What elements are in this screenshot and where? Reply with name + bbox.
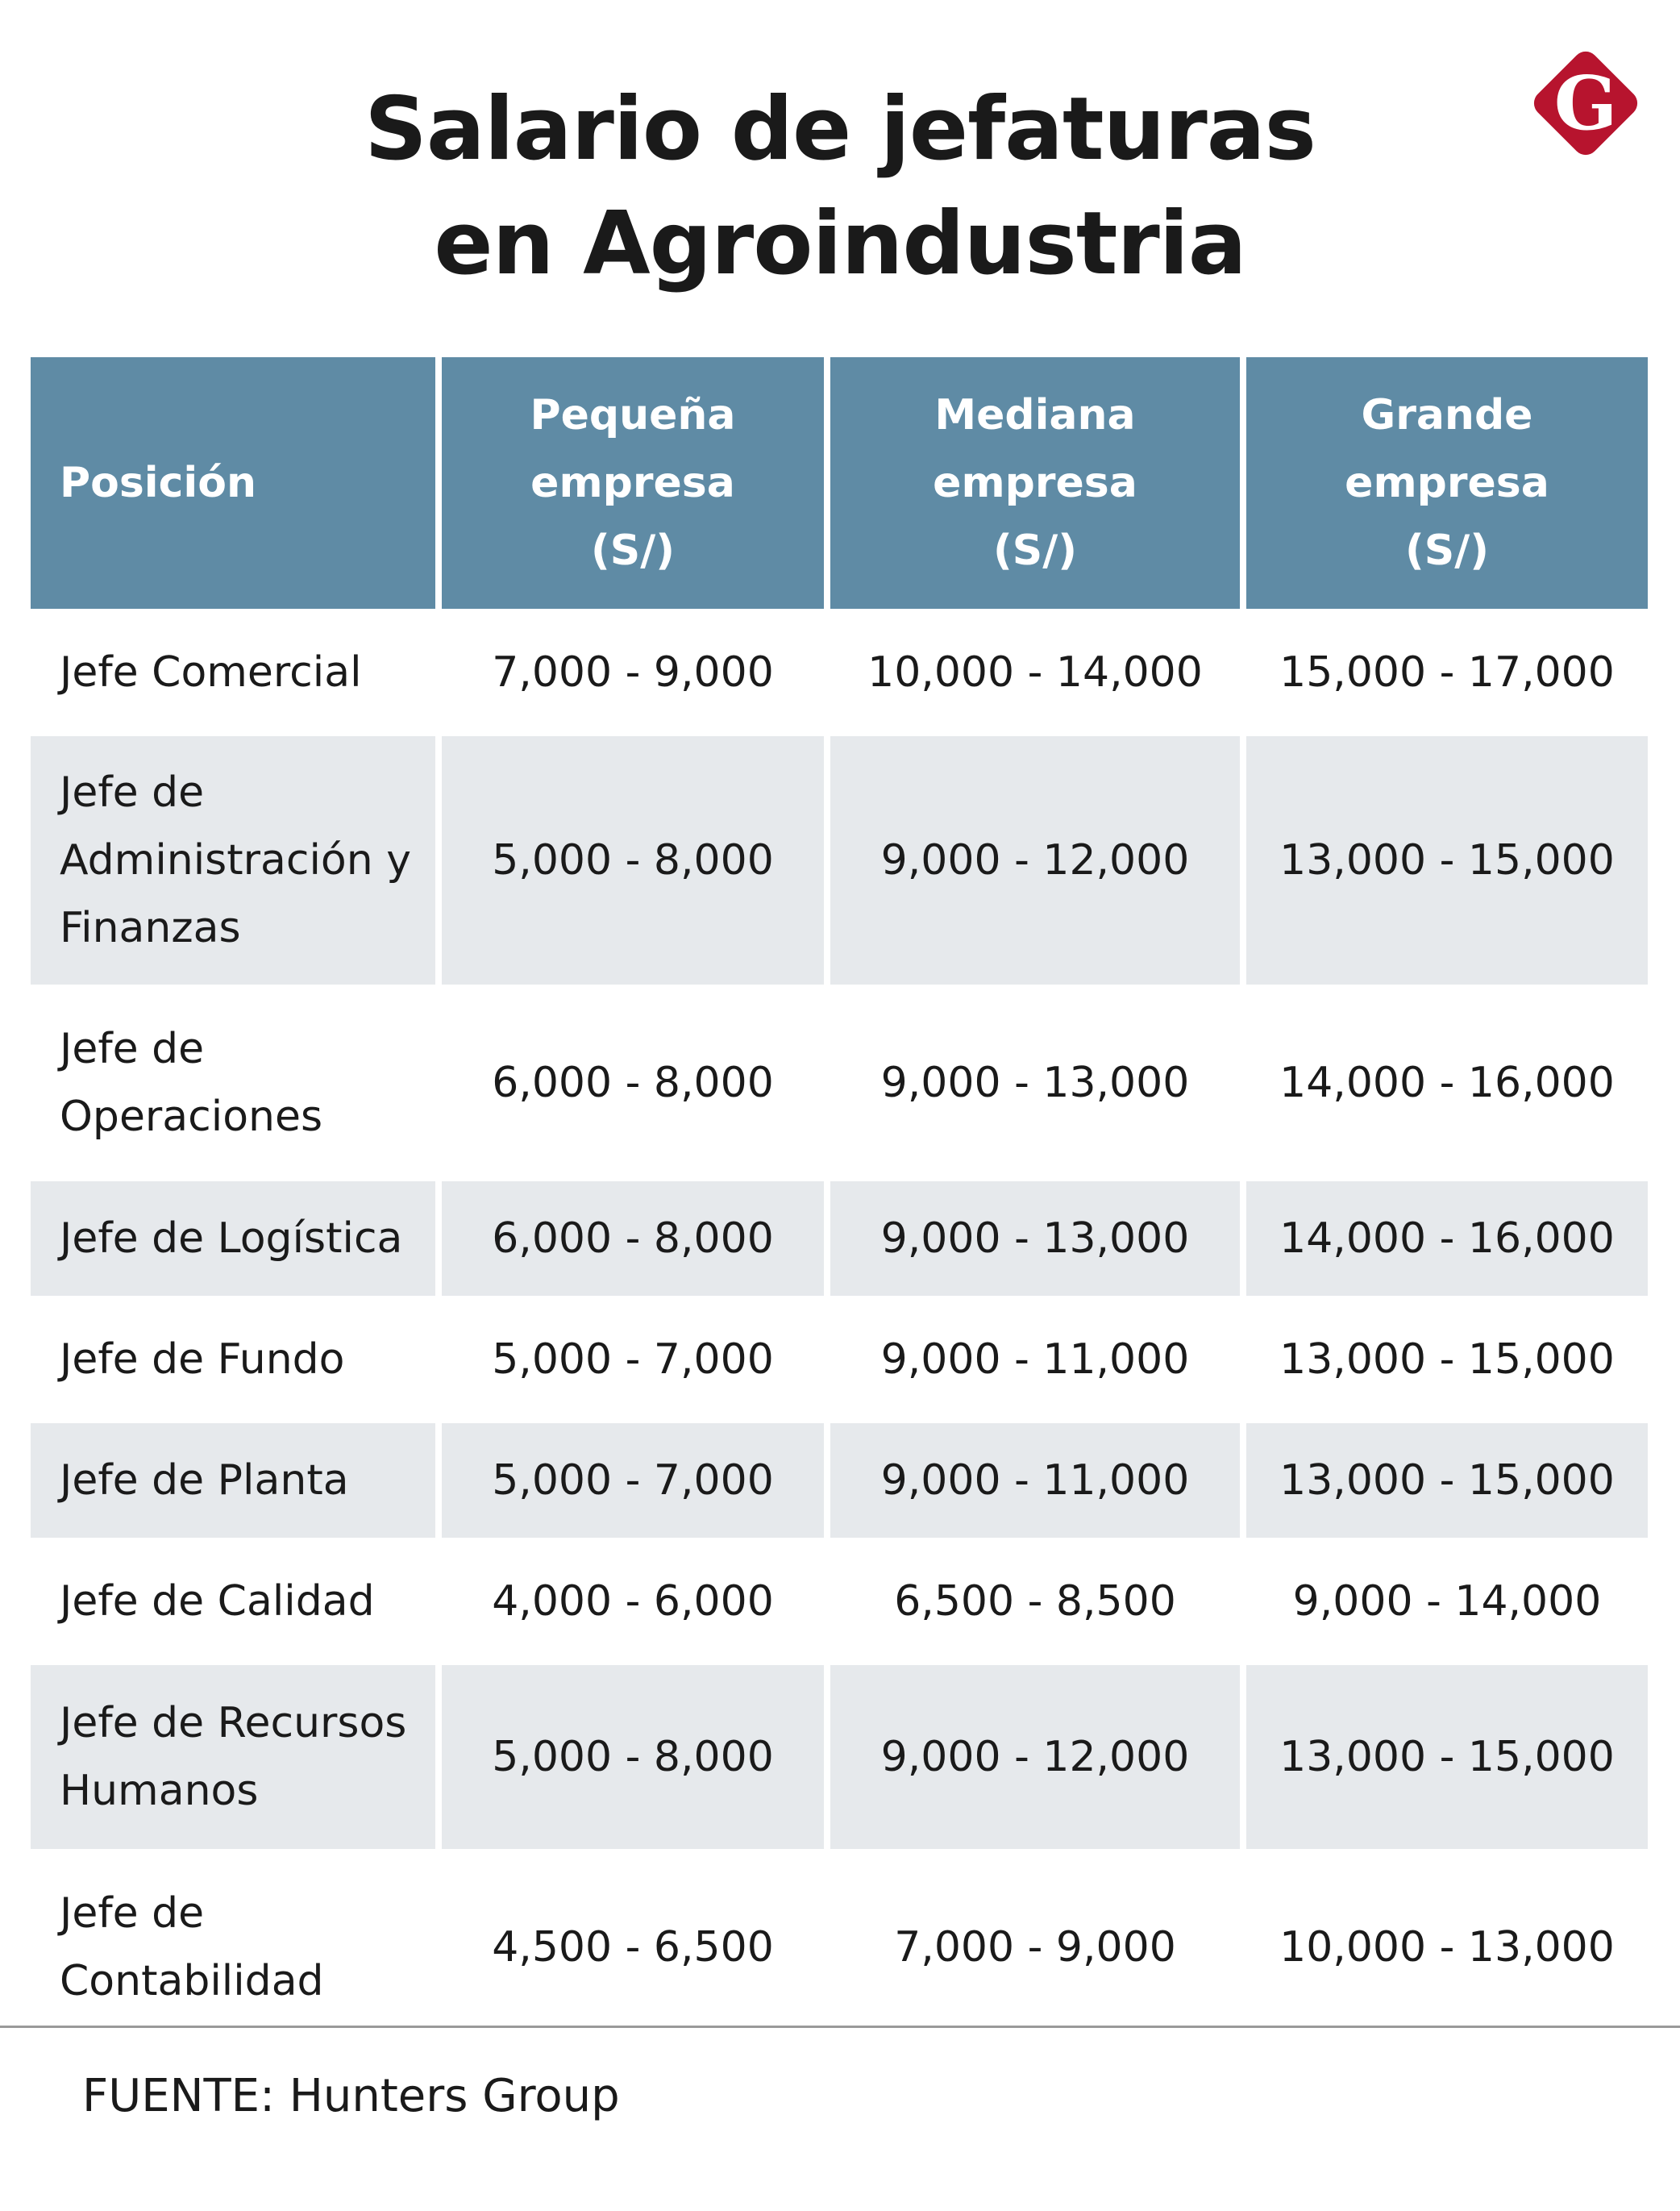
- position-line: Administración y: [60, 836, 412, 885]
- table-row: [31, 736, 1648, 985]
- header-medium-text: [933, 381, 1137, 585]
- header-line: (S/): [591, 527, 675, 575]
- header-small-text: [530, 381, 736, 585]
- position-cell: [31, 1544, 435, 1659]
- table-row: [31, 1181, 1648, 1296]
- medium-company-salary: 9,000 - 11,000: [830, 1423, 1240, 1538]
- table-row: [31, 1544, 1648, 1659]
- large-company-salary: 9,000 - 14,000: [1246, 1544, 1648, 1659]
- header-line: Grande: [1361, 391, 1533, 439]
- g-diamond-logo-icon: [1521, 39, 1650, 168]
- position-line: Jefe de Logística: [60, 1214, 403, 1263]
- large-company-salary: 14,000 - 16,000: [1246, 1181, 1648, 1296]
- position-line: Jefe de Recursos: [60, 1699, 407, 1747]
- large-company-salary: 13,000 - 15,000: [1246, 1423, 1648, 1538]
- medium-company-salary: 9,000 - 12,000: [830, 1665, 1240, 1849]
- large-company-salary: 15,000 - 17,000: [1246, 615, 1648, 730]
- position-line: Humanos: [60, 1767, 259, 1815]
- source-note: FUENTE: Hunters Group: [82, 2070, 620, 2122]
- table-row: [31, 1855, 1648, 2039]
- table-row: [31, 1665, 1648, 1849]
- position-line: Jefe de Fundo: [60, 1335, 345, 1384]
- position-cell: [31, 1302, 435, 1417]
- position-cell: [31, 736, 435, 985]
- table-row: [31, 615, 1648, 730]
- header-line: empresa: [933, 459, 1137, 507]
- header-small-company: [442, 357, 824, 609]
- header-line: Mediana: [934, 391, 1136, 439]
- position-line: Operaciones: [60, 1093, 323, 1141]
- position-cell: [31, 1665, 435, 1849]
- large-company-salary: 14,000 - 16,000: [1246, 991, 1648, 1175]
- header-position-text: [60, 449, 256, 517]
- header-large-text: [1345, 381, 1549, 585]
- large-company-salary: 13,000 - 15,000: [1246, 1665, 1648, 1849]
- header-position: [31, 357, 435, 609]
- table-row: [31, 1302, 1648, 1417]
- position-cell: [31, 1855, 435, 2039]
- header-large-company: [1246, 357, 1648, 609]
- logo-letter: G: [1553, 60, 1618, 147]
- small-company-salary: 5,000 - 7,000: [442, 1423, 824, 1538]
- position-cell: [31, 1423, 435, 1538]
- large-company-salary: 13,000 - 15,000: [1246, 1302, 1648, 1417]
- large-company-salary: 13,000 - 15,000: [1246, 736, 1648, 985]
- position-line: Jefe de: [60, 768, 205, 817]
- salary-table: [31, 357, 1648, 2039]
- large-company-salary: 10,000 - 13,000: [1246, 1855, 1648, 2039]
- medium-company-salary: 9,000 - 13,000: [830, 991, 1240, 1175]
- header-line: empresa: [1345, 459, 1549, 507]
- header-line: (S/): [1405, 527, 1489, 575]
- small-company-salary: 4,000 - 6,000: [442, 1544, 824, 1659]
- medium-company-salary: 9,000 - 12,000: [830, 736, 1240, 985]
- header-line: Pequeña: [530, 391, 736, 439]
- title-line-2: en Agroindustria: [434, 194, 1246, 294]
- medium-company-salary: 9,000 - 11,000: [830, 1302, 1240, 1417]
- position-line: Jefe de Calidad: [60, 1577, 375, 1626]
- header-line: empresa: [530, 459, 735, 507]
- position-line: Contabilidad: [60, 1957, 324, 2005]
- position-line: Jefe de: [60, 1025, 205, 1073]
- medium-company-salary: 9,000 - 13,000: [830, 1181, 1240, 1296]
- position-line: Finanzas: [60, 904, 241, 952]
- small-company-salary: 7,000 - 9,000: [442, 615, 824, 730]
- position-cell: [31, 1181, 435, 1296]
- small-company-salary: 6,000 - 8,000: [442, 1181, 824, 1296]
- position-line: Jefe de: [60, 1889, 205, 1938]
- position-line: Jefe Comercial: [60, 648, 362, 697]
- title-line-1: Salario de jefaturas: [364, 79, 1316, 180]
- small-company-salary: 5,000 - 7,000: [442, 1302, 824, 1417]
- header-medium-company: [830, 357, 1240, 609]
- position-cell: [31, 991, 435, 1175]
- page-title: [0, 73, 1680, 302]
- table-header-row: [31, 357, 1648, 609]
- table-row: [31, 991, 1648, 1175]
- medium-company-salary: 6,500 - 8,500: [830, 1544, 1240, 1659]
- medium-company-salary: 7,000 - 9,000: [830, 1855, 1240, 2039]
- medium-company-salary: 10,000 - 14,000: [830, 615, 1240, 730]
- position-line: Jefe de Planta: [60, 1456, 349, 1505]
- small-company-salary: 5,000 - 8,000: [442, 1665, 824, 1849]
- header-line: (S/): [993, 527, 1077, 575]
- footer-divider: [0, 2026, 1680, 2028]
- small-company-salary: 4,500 - 6,500: [442, 1855, 824, 2039]
- small-company-salary: 6,000 - 8,000: [442, 991, 824, 1175]
- small-company-salary: 5,000 - 8,000: [442, 736, 824, 985]
- table-row: [31, 1423, 1648, 1538]
- table-body: [31, 615, 1648, 2039]
- position-cell: [31, 615, 435, 730]
- header-line: Posición: [60, 459, 257, 507]
